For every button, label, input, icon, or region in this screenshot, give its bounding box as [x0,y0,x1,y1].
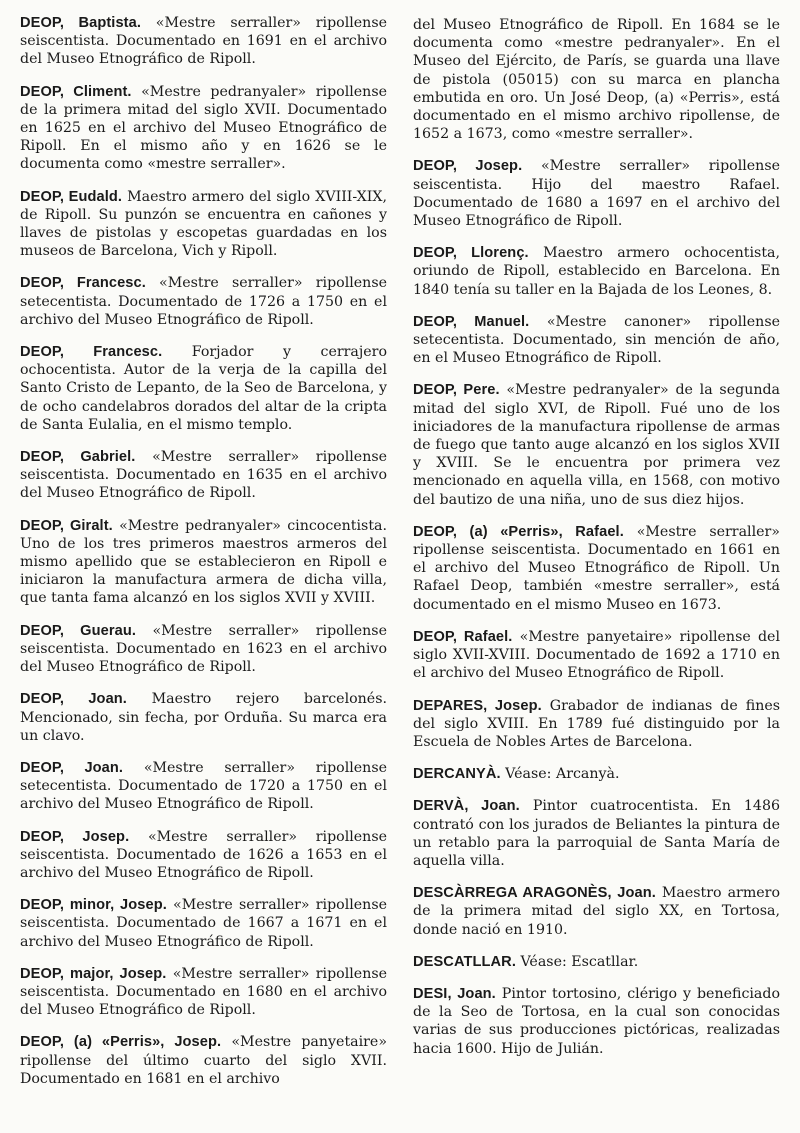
entry-heading: DEOP, (a) «Perris», Rafael. [413,523,624,540]
entry-heading: DEOP, Giralt. [20,517,113,534]
entry [413,628,780,683]
entry-text: «Mestre panyetaire» ripollense del último cuarto del siglo XVII. Documentado en 1681 en el archivo [20,1034,387,1087]
entry-text: Grabador de indianas de fines del siglo XVIII. En 1789 fué distinguido por la Escuela de Nobles Artes de Barcelona. [413,697,781,750]
entry-heading: DERVÀ, Joan. [413,798,520,815]
entry-heading: DEOP, Francesc. [20,344,163,361]
entry [413,313,780,368]
entry [413,884,780,939]
entry-heading: DEOP, Joan. [20,691,127,708]
entry [20,965,387,1020]
entry-heading: DEOP, minor, Josep. [20,897,167,914]
entry-heading: DEOP, Francesc. [20,275,146,292]
entry [20,517,387,608]
entry-text: Véase: Escatllar. [515,953,639,970]
entry-heading: DEOP, Rafael. [413,628,513,645]
entry [413,697,780,752]
entry [20,1033,387,1088]
entry-text: «Mestre serraller» ripollense seiscentista. Documentado de 1667 a 1671 en el archivo del Museo Etnográfico de Ripoll. [20,897,387,950]
entry [413,985,780,1058]
entry [413,523,780,614]
entry [20,759,387,814]
entry-heading: DEPARES, Josep. [413,697,542,714]
entry [413,953,780,971]
entry [413,797,780,870]
entry-text: «Mestre serraller» ripollense seiscentista. Documentado en 1661 en el archivo del Museo Etnográfico de Ripoll. Un Rafael Deop, también «mestre serraller», está documentado en el mismo Museo en 1673. [413,523,780,613]
entry-heading: DEOP, Josep. [413,158,523,175]
entry-heading: DESI, Joan. [413,985,496,1002]
entry-text: «Mestre serraller» ripollense seiscentista. Documentado en 1635 en el archivo del Museo Etnográfico de Ripoll. [20,449,388,502]
entry [20,896,387,951]
left-column [20,14,387,1133]
entry-text: «Mestre serraller» ripollense seiscentista. Documentado en 1623 en el archivo del Museo Etnográfico de Ripoll. [20,622,387,676]
entry-text: «Mestre serraller» ripollense seiscentista. Documentado de 1626 a 1653 en el archivo del Museo Etnográfico de Ripoll. [20,828,387,881]
entry-heading: DESCÀRREGA ARAGONÈS, Joan. [413,885,656,902]
entry-continuation [413,16,780,143]
entry [20,14,387,69]
entry-text: «Mestre pedranyaler» de la segunda mitad del siglo XVI, de Ripoll. Fué uno de los iniciadores de la manufactura ripollense de armas de fuego que tanto auge alcanzó en los siglos XVII y XVIII. Se le encuentra por primera vez mencionado en aquella villa, en 1568, con motivo del bautizo de una niña, uno de sus diez hijos. [413,382,781,508]
entry-heading: DEOP, Manuel. [413,313,530,330]
entry-heading: DEOP, Guerau. [20,622,136,639]
entry-text: Pintor tortosino, clérigo y beneficiado de la Seo de Tortosa, en la cual son conocidas varias de sus producciones pictóricas, realizadas hacia 1600. Hijo de Julián. [413,985,781,1057]
entry [20,622,387,677]
entry [20,343,387,434]
entry-heading: DEOP, Eudald. [20,188,123,205]
entry-heading: DEOP, Baptista. [20,15,141,31]
entry-heading: DEOP, major, Josep. [20,965,167,982]
entry-text: Maestro rejero barcelonés. Mencionado, sin fecha, por Orduña. Su marca era un clavo. [20,691,387,744]
entry-heading: DESCATLLAR. [413,953,516,970]
entry [413,157,780,230]
entry [20,188,387,261]
entry [413,765,780,783]
entry-text: «Mestre panyetaire» ripollense del siglo XVII-XVIII. Documentado de 1692 a 1710 en el archivo del Museo Etnográfico de Ripoll. [413,628,780,682]
entry-text: Maestro armero ochocentista, oriundo de Ripoll, establecido en Barcelona. En 1840 tenía su taller en la Bajada de los Leones, 8. [413,245,780,298]
entry-heading: DERCANYÀ. [413,766,501,783]
entry-heading: DEOP, Climent. [20,83,132,100]
entry-heading: DEOP, Pere. [413,382,500,399]
entry-text: Maestro armero de la primera mitad del siglo XX, en Tortosa, donde nació en 1910. [413,885,780,938]
entry-heading: DEOP, Gabriel. [20,449,136,466]
entry-text: «Mestre pedranyaler» cincocentista. Uno de los tres primeros maestros armeros del mismo apellido que se establecieron en Ripoll e iniciaron la manufactura armera de dicha villa, que tanta fama alcanzó en los siglos XVII y XVIII. [20,517,387,607]
entry [413,381,780,508]
entry-heading: DEOP, Josep. [20,828,130,845]
entry [20,274,387,329]
entry-text: Maestro armero del siglo XVIII-XIX, de Ripoll. Su punzón se encuentra en cañones y llaves de pistolas y escopetas guardadas en los museos de Barcelona, Vich y Ripoll. [20,188,387,260]
entry [20,828,387,883]
entry-text: «Mestre serraller» ripollense seiscentista. Hijo del maestro Rafael. Documentado de 1680 a 1697 en el archivo del Museo Etnográfico de Ripoll. [413,158,780,230]
entry-text: Forjador y cerrajero ochocentista. Autor de la verja de la capilla del Santo Cristo de Lepanto, de la Seo de Barcelona, y de ocho candelabros dorados del altar de la cripta de Santa Eulalia, en el mismo templo. [20,344,387,433]
entry-text: «Mestre serraller» ripollense seiscentista. Documentado en 1680 en el archivo del Museo Etnográfico de Ripoll. [20,965,388,1019]
entry-heading: DEOP, Joan. [20,759,124,776]
entry-heading: DEOP, (a) «Perris», Josep. [20,1034,222,1051]
entry-text: «Mestre serraller» ripollense seiscentista. Documentado en 1691 en el archivo del Museo Etnográfico de Ripoll. [20,15,387,68]
entry-text: Véase: Arcanyà. [500,766,620,783]
entry [20,83,387,174]
entry-text: «Mestre canoner» ripollense setecentista. Documentado, sin mención de año, en el Museo Etnográfico de Ripoll. [413,313,780,367]
entry-text: Pintor cuatrocentista. En 1486 contrató con los jurados de Beliantes la pintura de un retablo para la parroquial de Santa María de aquella villa. [413,798,781,869]
entry-text: «Mestre serraller» ripollense setecentista. Documentado de 1726 a 1750 en el archivo del Museo Etnográfico de Ripoll. [20,275,388,328]
entry [20,690,387,745]
entry-text: «Mestre pedranyaler» ripollense de la primera mitad del siglo XVII. Documentado en 1625 en el archivo del Museo Etnográfico de Ripoll. En el mismo año y en 1626 se le documenta como «mestre serraller». [20,83,387,173]
entry-text: del Museo Etnográfico de Ripoll. En 1684 se le documenta como «mestre pedranyaler». En el Museo del Ejército, de París, se guarda una llave de pistola (05015) con su marca en plancha embutida en oro. Un José Deop, (a) «Perris», está documentado en el mismo archivo ripollense, de 1652 a 1673, como «mestre serraller». [413,17,780,143]
entry [413,244,780,299]
entry [20,448,387,503]
right-column [413,14,780,1133]
entry-text: «Mestre serraller» ripollense setecentista. Documentado de 1720 a 1750 en el archivo del Museo Etnográfico de Ripoll. [20,759,387,813]
entry-heading: DEOP, Llorenç. [413,245,529,262]
